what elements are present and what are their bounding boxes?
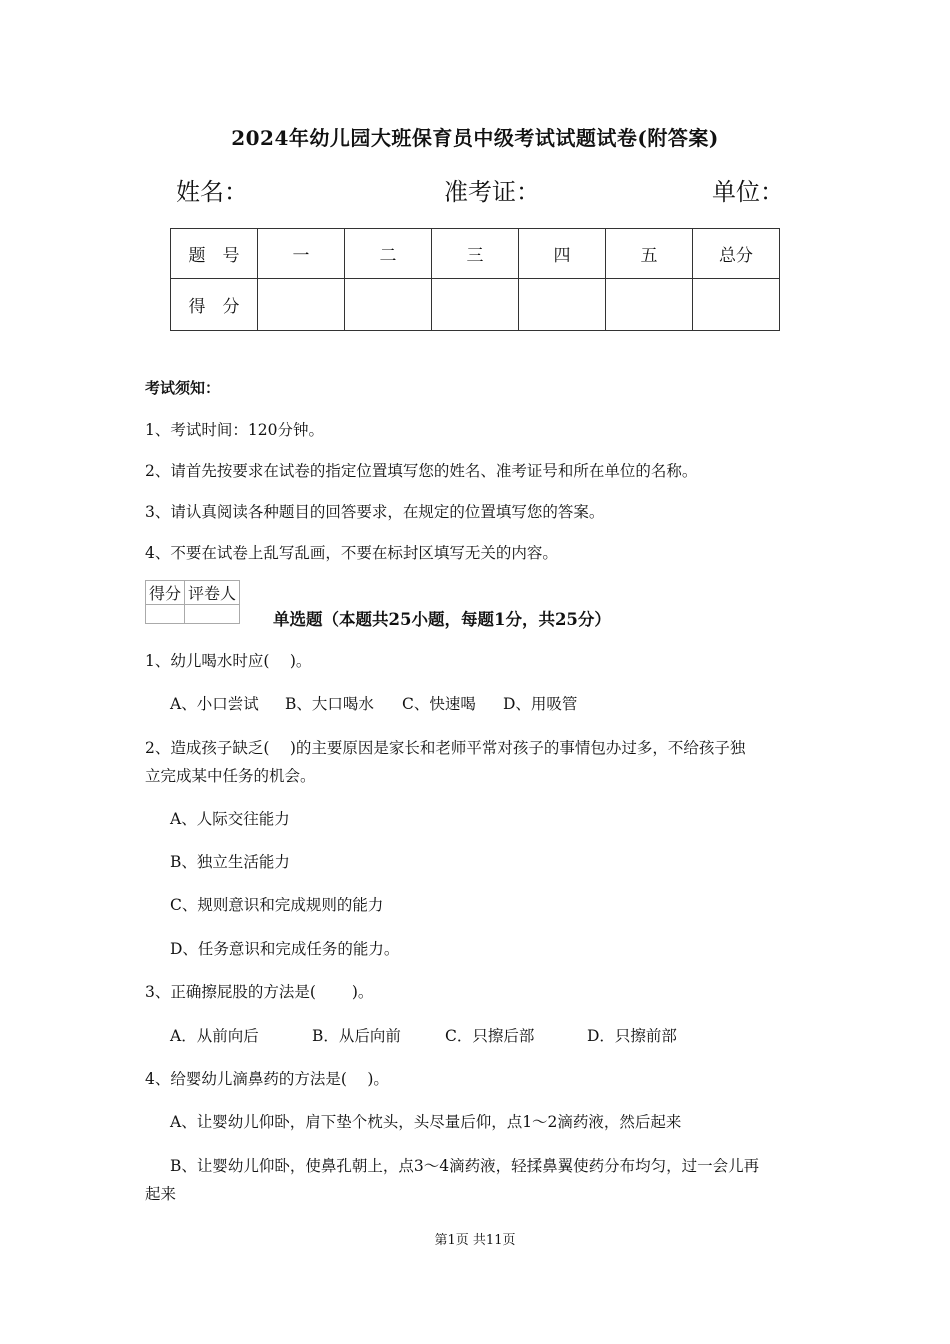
grader-box-score-cell[interactable] bbox=[146, 605, 185, 624]
grader-box-score-label: 得分 bbox=[146, 581, 185, 605]
question-option: B、让婴幼儿仰卧，使鼻孔朝上，点3～4滴药液，轻揉鼻翼使药分布均匀，过一会儿再 bbox=[170, 1157, 760, 1175]
notice-item: 4、不要在试卷上乱写乱画，不要在标封区填写无关的内容。 bbox=[145, 544, 558, 562]
question-option: C、规则意识和完成规则的能力 bbox=[170, 896, 384, 914]
page-footer: 第1页 共11页 bbox=[434, 1233, 516, 1248]
question-option: A、让婴幼儿仰卧，肩下垫个枕头，头尽量后仰，点1～2滴药液，然后起来 bbox=[170, 1113, 682, 1131]
score-cell[interactable] bbox=[432, 279, 519, 331]
notice-item: 2、请首先按要求在试卷的指定位置填写您的姓名、准考证号和所在单位的名称。 bbox=[145, 462, 698, 480]
score-cell[interactable] bbox=[693, 279, 780, 331]
score-table-score-row bbox=[171, 279, 780, 331]
notice-heading: 考试须知： bbox=[145, 379, 221, 397]
score-cell[interactable] bbox=[519, 279, 606, 331]
notice-item: 1、考试时间：120分钟。 bbox=[145, 421, 324, 439]
score-table-header-cell: 五 bbox=[606, 229, 693, 279]
question-option: A、小口尝试 bbox=[170, 695, 259, 713]
name-field-label: 姓名： bbox=[176, 178, 248, 206]
score-table bbox=[170, 228, 780, 331]
question-option: B．从后向前 bbox=[312, 1027, 401, 1045]
score-table-header-cell: 一 bbox=[258, 229, 345, 279]
score-table-header-cell: 三 bbox=[432, 229, 519, 279]
question-option-continued: 起来 bbox=[145, 1185, 177, 1203]
question-option: B、大口喝水 bbox=[285, 695, 374, 713]
question-stem: 2、造成孩子缺乏( )的主要原因是家长和老师平常对孩子的事情包办过多，不给孩子独 bbox=[145, 739, 746, 757]
question-stem: 1、幼儿喝水时应( )。 bbox=[145, 652, 312, 670]
question-option: D、任务意识和完成任务的能力。 bbox=[170, 940, 400, 958]
question-stem: 3、正确擦屁股的方法是( )。 bbox=[145, 983, 374, 1001]
question-option: D、用吸管 bbox=[503, 695, 578, 713]
question-option: C、快速喝 bbox=[402, 695, 476, 713]
score-cell[interactable] bbox=[258, 279, 345, 331]
question-option: A．从前向后 bbox=[170, 1027, 259, 1045]
score-cell[interactable] bbox=[606, 279, 693, 331]
question-option: B、独立生活能力 bbox=[170, 853, 290, 871]
score-table-header-cell: 题 号 bbox=[171, 229, 258, 279]
score-row-label: 得 分 bbox=[171, 279, 258, 331]
section-title: 单选题（本题共25小题，每题1分，共25分） bbox=[273, 610, 611, 629]
score-table-header-cell: 四 bbox=[519, 229, 606, 279]
unit-field-label: 单位： bbox=[712, 178, 784, 206]
document-title: 2024年幼儿园大班保育员中级考试试题试卷(附答案) bbox=[231, 126, 719, 150]
score-table-header-row bbox=[171, 229, 780, 279]
grader-box-grader-cell[interactable] bbox=[185, 605, 240, 624]
score-table-header-cell: 二 bbox=[345, 229, 432, 279]
question-stem-continued: 立完成某中任务的机会。 bbox=[145, 767, 316, 785]
score-cell[interactable] bbox=[345, 279, 432, 331]
score-table-header-cell: 总分 bbox=[693, 229, 780, 279]
grader-box bbox=[145, 580, 240, 624]
question-option: A、人际交往能力 bbox=[170, 810, 290, 828]
notice-item: 3、请认真阅读各种题目的回答要求，在规定的位置填写您的答案。 bbox=[145, 503, 605, 521]
question-option: C．只擦后部 bbox=[445, 1027, 535, 1045]
question-stem: 4、给婴幼儿滴鼻药的方法是( )。 bbox=[145, 1070, 389, 1088]
grader-box-grader-label: 评卷人 bbox=[185, 581, 240, 605]
question-option: D．只擦前部 bbox=[587, 1027, 677, 1045]
exam-number-field-label: 准考证： bbox=[444, 178, 540, 206]
